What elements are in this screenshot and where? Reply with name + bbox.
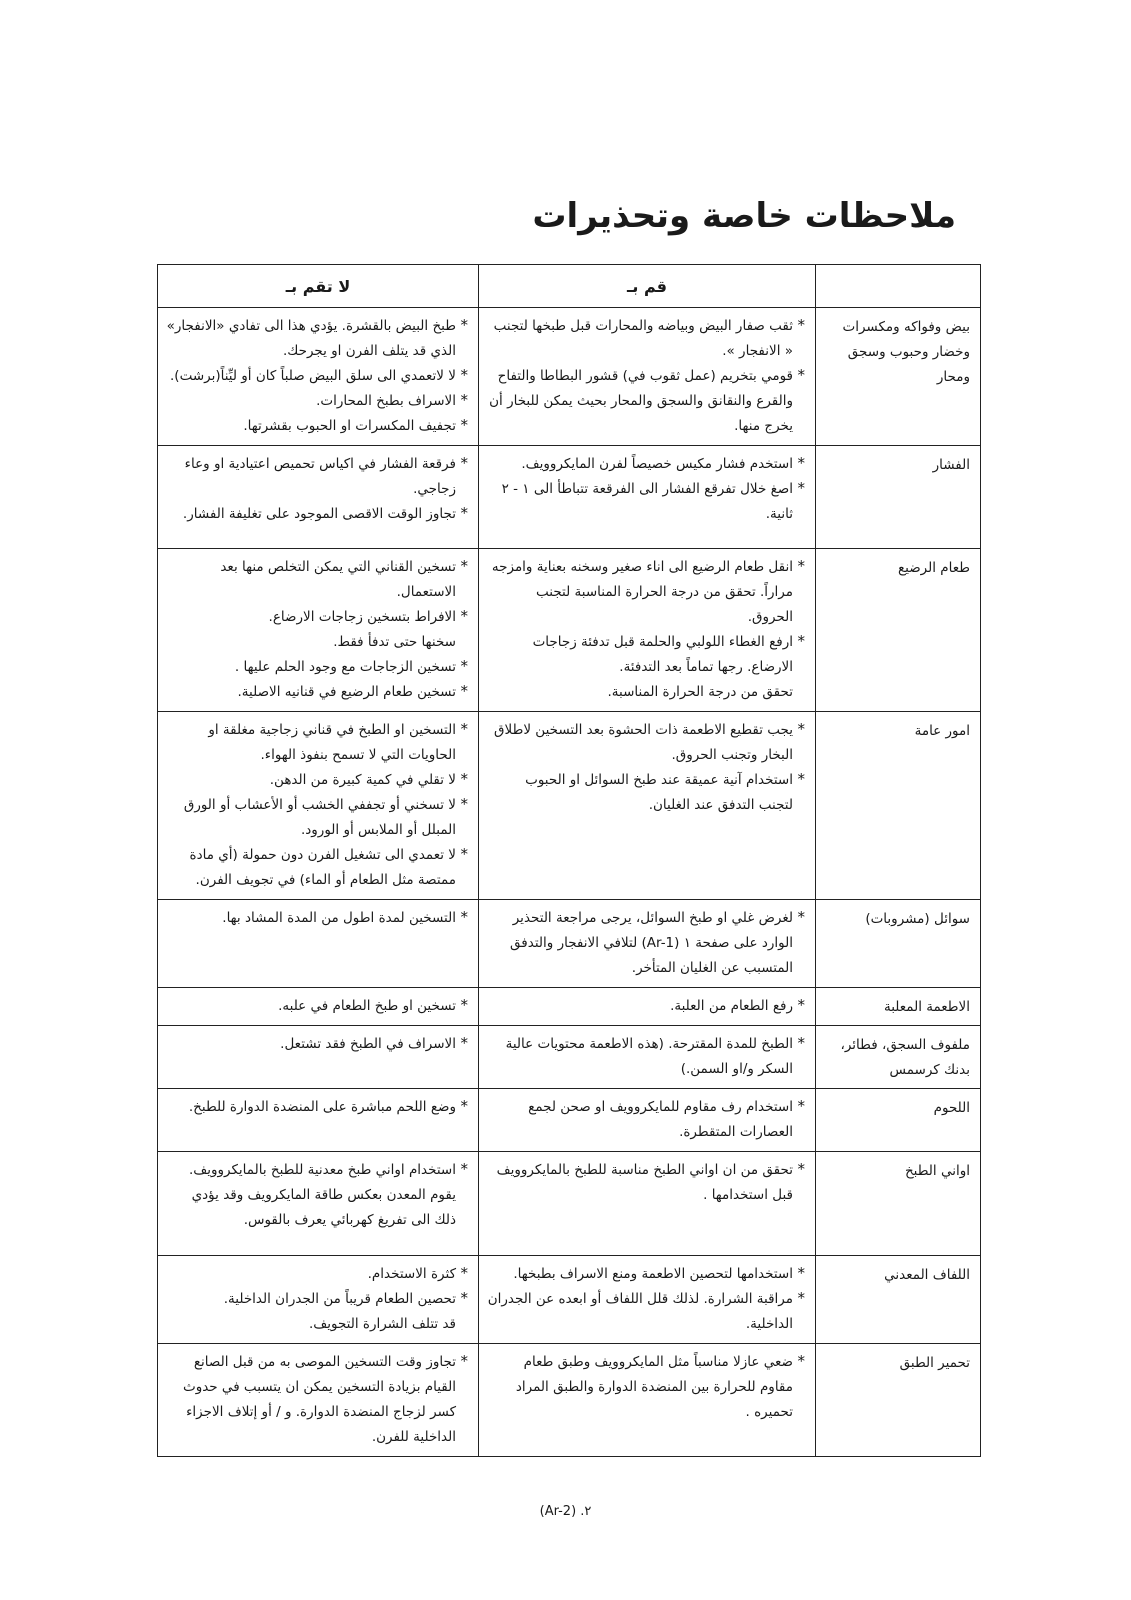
row-dont bbox=[158, 549, 479, 712]
dont-item: * الاسراف بطبخ المحارات. bbox=[166, 389, 468, 414]
table-row bbox=[158, 1256, 981, 1344]
row-category: امور عامة bbox=[816, 712, 981, 900]
dont-note: قد تتلف الشرارة التجويف. bbox=[308, 1316, 456, 1332]
table-row bbox=[158, 1152, 981, 1256]
row-category: بيض وفواكه ومكسرات وخضار وحبوب وسجق ومحار bbox=[816, 308, 981, 446]
header-row bbox=[158, 265, 981, 308]
table-row bbox=[158, 308, 981, 446]
do-item: * الطبخ للمدة المقترحة. (هذه الاطعمة محتويات عالية السكر و/او السمن.) bbox=[487, 1032, 805, 1082]
row-do bbox=[479, 549, 816, 712]
page-number: ٢. (Ar-2) bbox=[539, 1504, 592, 1519]
row-do bbox=[479, 1026, 816, 1089]
dont-item: * الاسراف في الطبخ فقد تشتعل. bbox=[166, 1032, 468, 1057]
row-do bbox=[479, 1256, 816, 1344]
dont-item: * طبخ البيض بالقشرة. يؤدي هذا الى تفادي «الانفجار» الذي قد يتلف الفرن او يجرحك. bbox=[166, 314, 468, 364]
do-item: * اصغ خلال تفرقع الفشار الى الفرقعة تتباطأ الى ١ - ٢ ثانية. bbox=[487, 477, 805, 527]
row-do bbox=[479, 988, 816, 1026]
dont-item: * تحصين الطعام قريباً من الجدران الداخلية. bbox=[166, 1287, 468, 1312]
row-category: اواني الطبخ bbox=[816, 1152, 981, 1256]
dont-item: * كثرة الاستخدام. bbox=[166, 1262, 468, 1287]
dont-item: * التسخين لمدة اطول من المدة المشاد بها. bbox=[166, 906, 468, 931]
row-category: اللحوم bbox=[816, 1089, 981, 1152]
row-category: الاطعمة المعلبة bbox=[816, 988, 981, 1026]
row-do bbox=[479, 1344, 816, 1457]
dont-item: * تسخين طعام الرضيع في قنانيه الاصلية. bbox=[166, 680, 468, 705]
row-category: سوائل (مشروبات) bbox=[816, 900, 981, 988]
dont-item: * تسخين او طبخ الطعام في علبه. bbox=[166, 994, 468, 1019]
dont-item: * تسخين الزجاجات مع وجود الحلم عليها . bbox=[166, 655, 468, 680]
row-dont bbox=[158, 1344, 479, 1457]
row-do bbox=[479, 1152, 816, 1256]
row-dont bbox=[158, 1152, 479, 1256]
dont-item: * لا لاتعمدي الى سلق البيض صلباً كان أو ليِّناً(برشت). bbox=[166, 364, 468, 389]
do-item: * لغرض غلي او طبخ السوائل، يرجى مراجعة التحذير الوارد على صفحة ١ (Ar-1) لتلافي الانفجار والتدفق المتسبب عن الغليان المتأخر. bbox=[487, 906, 805, 981]
do-item: * ضعي عازلا مناسباً مثل المايكروويف وطبق طعام مقاوم للحرارة بين المنضدة الدوارة والطبق المراد تحميره . bbox=[487, 1350, 805, 1425]
table-row bbox=[158, 900, 981, 988]
do-item: * مراقبة الشرارة. لذلك قلل اللفاف أو ابعده عن الجدران الداخلية. bbox=[487, 1287, 805, 1337]
do-note: تحقق من درجة الحرارة المناسبة. bbox=[607, 684, 793, 700]
do-item: * ارفع الغطاء اللولبي والحلمة قبل تدفئة زجاجات الارضاع. رجها تماماً بعد التدفئة. bbox=[487, 630, 805, 680]
table-row bbox=[158, 988, 981, 1026]
dont-note: سخنها حتى تدفأ فقط. bbox=[333, 634, 456, 650]
row-category: اللفاف المعدني bbox=[816, 1256, 981, 1344]
row-do bbox=[479, 712, 816, 900]
do-item: * ثقب صفار البيض وبياضه والمحارات قبل طبخها لتجنب « الانفجار ». bbox=[487, 314, 805, 364]
row-dont bbox=[158, 1256, 479, 1344]
do-item: * انقل طعام الرضيع الى اناء صغير وسخنه بعناية وامزجه مراراً. تحقق من درجة الحرارة المناسبة لتجنب الحروق. bbox=[487, 555, 805, 630]
row-do bbox=[479, 308, 816, 446]
row-category: ملفوف السجق، فطائر، بدنك كرسمس bbox=[816, 1026, 981, 1089]
row-do bbox=[479, 446, 816, 549]
dont-item: * فرقعة الفشار في اكياس تحميص اعتيادية او وعاء زجاجي. bbox=[166, 452, 468, 502]
dont-item: * لا تسخني أو تجففي الخشب أو الأعشاب أو الورق المبلل أو الملابس أو الورود. bbox=[166, 793, 468, 843]
header-category bbox=[816, 265, 981, 308]
header-do: قم بـ bbox=[479, 265, 816, 308]
table-row bbox=[158, 1344, 981, 1457]
do-item: * استخدام آنية عميقة عند طبخ السوائل او الحبوب لتجنب التدفق عند الغليان. bbox=[487, 768, 805, 818]
row-dont bbox=[158, 712, 479, 900]
do-item: * استخدم فشار مكيس خصيصاً لفرن المايكروويف. bbox=[487, 452, 805, 477]
table-row bbox=[158, 712, 981, 900]
dont-item: * تجاوز الوقت الاقصى الموجود على تغليفة الفشار. bbox=[166, 502, 468, 527]
table-row bbox=[158, 1026, 981, 1089]
do-item: * استخدامها لتحصين الاطعمة ومنع الاسراف بطبخها. bbox=[487, 1262, 805, 1287]
do-item: * يجب تقطيع الاطعمة ذات الحشوة بعد التسخين لاطلاق البخار وتجنب الحروق. bbox=[487, 718, 805, 768]
row-category: طعام الرضيع bbox=[816, 549, 981, 712]
dont-item: * الافراط بتسخين زجاجات الارضاع. bbox=[166, 605, 468, 630]
dont-item: * استخدام اواني طبخ معدنية للطبخ بالمايكروويف. يقوم المعدن بعكس طاقة المايكرويف وقد يؤدي ذلك الى تفريغ كهربائي يعرف بالقوس. bbox=[166, 1158, 468, 1233]
row-dont bbox=[158, 900, 479, 988]
dont-item: * لا تقلي في كمية كبيرة من الدهن. bbox=[166, 768, 468, 793]
do-item: * رفع الطعام من العلبة. bbox=[487, 994, 805, 1019]
do-item: * قومي بتخريم (عمل ثقوب في) قشور البطاطا والتفاح والقرع والنقانق والسجق والمحار بحيث يمكن للبخار أن يخرج منها. bbox=[487, 364, 805, 439]
row-category: الفشار bbox=[816, 446, 981, 549]
notes-table bbox=[157, 264, 981, 1457]
row-do bbox=[479, 900, 816, 988]
row-dont bbox=[158, 1089, 479, 1152]
dont-item: * لا تعمدي الى تشغيل الفرن دون حمولة (أي مادة ممتصة مثل الطعام أو الماء) في تجويف الفرن. bbox=[166, 843, 468, 893]
row-dont bbox=[158, 988, 479, 1026]
dont-item: * تسخين القناني التي يمكن التخلص منها بعد الاستعمال. bbox=[166, 555, 468, 605]
table-row bbox=[158, 446, 981, 549]
dont-item: * وضع اللحم مباشرة على المنضدة الدوارة للطبخ. bbox=[166, 1095, 468, 1120]
page-title: ملاحظات خاصة وتحذيرات bbox=[532, 196, 956, 236]
row-dont bbox=[158, 446, 479, 549]
dont-item: * تجفيف المكسرات او الحبوب بقشرتها. bbox=[166, 414, 468, 439]
row-do bbox=[479, 1089, 816, 1152]
do-item: * تحقق من ان اواني الطبخ مناسبة للطبخ بالمايكروويف قبل استخدامها . bbox=[487, 1158, 805, 1208]
table-row bbox=[158, 1089, 981, 1152]
header-dont: لا تقم بـ bbox=[158, 265, 479, 308]
dont-item: * التسخين او الطبخ في قناني زجاجية مغلقة او الحاويات التي لا تسمح بنفوذ الهواء. bbox=[166, 718, 468, 768]
row-dont bbox=[158, 1026, 479, 1089]
do-item: * استخدام رف مقاوم للمايكروويف او صحن لجمع العصارات المتقطرة. bbox=[487, 1095, 805, 1145]
dont-item: * تجاوز وقت التسخين الموصى به من قبل الصانع القيام بزيادة التسخين يمكن ان يتسبب في حدوث كسر لزجاج المنضدة الدوارة. و / أو إتلاف الاجزاء الداخلية للفرن. bbox=[166, 1350, 468, 1450]
table-row bbox=[158, 549, 981, 712]
row-category: تحمير الطبق bbox=[816, 1344, 981, 1457]
row-dont bbox=[158, 308, 479, 446]
